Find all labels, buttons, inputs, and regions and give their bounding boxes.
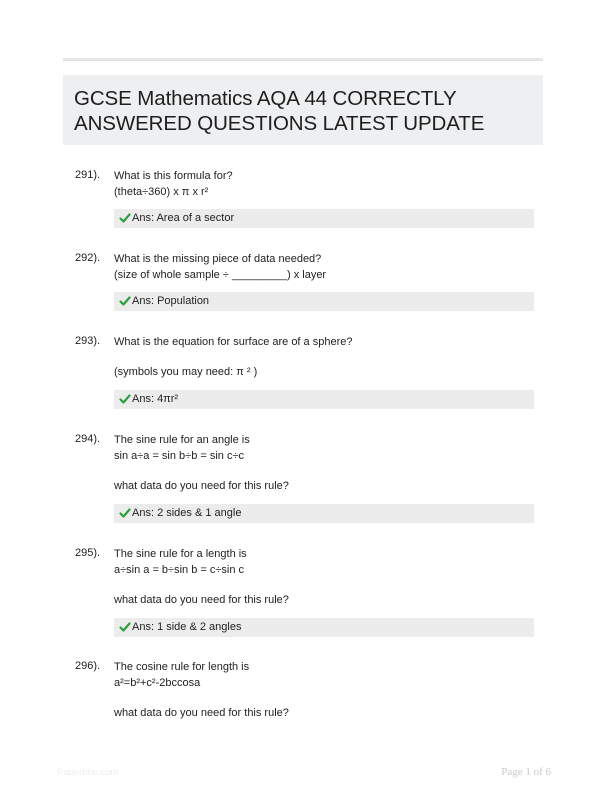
question-formula: (size of whole sample ÷ _________) x layer [114,269,327,281]
document-title-box [63,75,543,145]
document-title-line-2: ANSWERED QUESTIONS LATEST UPDATE [74,112,485,135]
question-number: 296). [75,660,101,672]
question-number: 292). [75,252,101,264]
check-icon [119,212,131,224]
footer-watermark: Paperbbc.com [57,767,119,778]
question-prompt: what data do you need for this rule? [114,594,289,606]
question-text: The sine rule for a length is [114,548,247,560]
question-prompt: what data do you need for this rule? [114,707,289,719]
question-text: The sine rule for an angle is [114,434,250,446]
answer-box [114,292,534,311]
check-icon [119,621,131,633]
question-text: The cosine rule for length is [114,661,250,673]
question-hint: (symbols you may need: π ² ) [114,366,258,378]
check-icon [119,295,131,307]
answer-text: Ans: 1 side & 2 angles [132,621,242,633]
check-icon [119,507,131,519]
answer-box [114,209,534,228]
question-prompt: what data do you need for this rule? [114,480,289,492]
answer-text: Ans: 4πr² [132,393,179,405]
question-formula: sin a÷a = sin b÷b = sin c÷c [114,450,245,462]
answer-text: Ans: Area of a sector [132,212,235,224]
question-number: 291). [75,169,101,181]
answer-box [114,618,534,637]
answer-text: Ans: Population [132,295,210,307]
question-formula: (theta÷360) x π x r² [114,186,209,198]
question-number: 294). [75,433,101,445]
question-formula: a÷sin a = b÷sin b = c÷sin c [114,564,245,576]
top-divider [63,58,543,61]
answer-text: Ans: 2 sides & 1 angle [132,507,242,519]
answer-box [114,390,534,409]
question-number: 293). [75,335,101,347]
answer-box [114,504,534,523]
document-title-line-1: GCSE Mathematics AQA 44 CORRECTLY [74,87,457,110]
page-number: Page 1 of 6 [501,766,551,778]
question-formula: a²=b²+c²-2bccosa [114,677,201,689]
question-text: What is the missing piece of data needed? [114,253,322,265]
check-icon [119,393,131,405]
question-text: What is this formula for? [114,170,233,182]
question-number: 295). [75,547,101,559]
question-text: What is the equation for surface are of a sphere? [114,336,353,348]
